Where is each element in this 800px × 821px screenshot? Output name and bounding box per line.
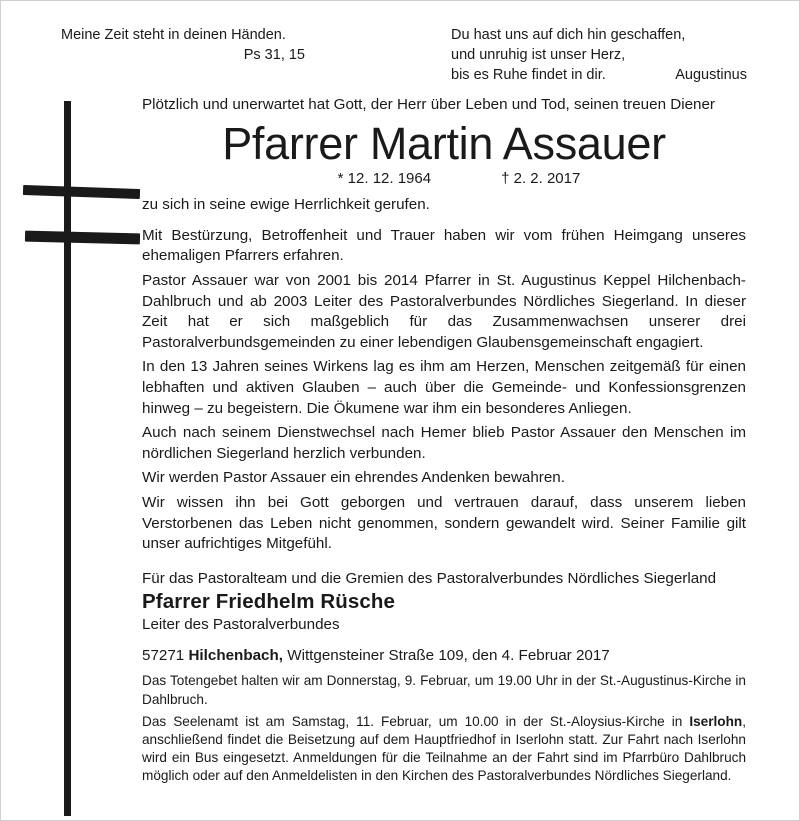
paragraph: Auch nach seinem Dienstwechsel nach Hemer blieb Pastor Assauer den Menschen im nördlichen Siegerland herzlich verbunden. <box>142 424 746 462</box>
place-city: Hilchenbach, <box>188 646 283 664</box>
intro-text: Plötzlich und unerwartet hat Gott, der Herr über Leben und Tod, seinen treuen Diener <box>142 96 715 113</box>
requiem-notice-start: Das Seelenamt ist am Samstag, 11. Februar, um 10.00 in der St.-Aloysius-Kirche in <box>142 713 683 729</box>
paragraph: Mit Bestürzung, Betroffenheit und Trauer haben wir vom frühen Heimgang unseres ehemaligen Pfarrers erfahren. <box>142 226 746 265</box>
paragraph: Wir wissen ihn bei Gott geborgen und vertrauen darauf, dass unserem lieben Verstorbenen das Leben nicht genommen, sondern gewandelt wird. Seiner Familie gilt unser aufrichtiges Mitgefühl. <box>142 493 746 553</box>
paragraph: Pastor Assauer war von 2001 bis 2014 Pfarrer in St. Augustinus Keppel Hilchenbach-Dahlbruch und ab 2003 Leiter des Pastoralverbundes Nördliches Siegerland. In dieser Zeit hat er sich maßgeblich für das Zusammenwachsen unserer drei Pastoralverbundsgemeinden zu einer lebendigen Glaubensgemeinschaft engagiert. <box>142 271 746 351</box>
paragraph: Wir werden Pastor Assauer ein ehrendes Andenken bewahren. <box>142 469 565 487</box>
verse-left-text: Meine Zeit steht in deinen Händen. <box>61 27 286 43</box>
signer-role: Leiter des Pastoralverbundes <box>142 616 340 634</box>
on-behalf-text: Für das Pastoralteam und die Gremien des Pastoralverbundes Nördliches Siegerland <box>142 569 717 587</box>
requiem-city: Iserlohn <box>689 713 743 729</box>
verse-right-line-2: und unruhig ist unser Herz, <box>451 47 626 63</box>
life-dates <box>142 169 746 190</box>
verse-right-line-3: bis es Ruhe findet in dir. <box>451 67 606 83</box>
verse-right <box>451 25 751 85</box>
verse-left <box>61 25 321 65</box>
prayer-notice: Das Totengebet halten wir am Donnerstag, 9. Februar, um 19.00 Uhr in der St.-Augustinus-Kirche in Dahlbruch. <box>142 673 746 707</box>
death-date: † 2. 2. 2017 <box>501 169 581 187</box>
requiem-notice <box>142 713 746 786</box>
verse-left-reference: Ps 31, 15 <box>243 47 305 63</box>
signer-name: Pfarrer Friedhelm Rüsche <box>142 590 396 614</box>
service-notices <box>142 672 746 785</box>
verse-right-author: Augustinus <box>675 67 747 83</box>
called-home-text: zu sich in seine ewige Herrlichkeit gerufen. <box>142 196 430 214</box>
cross-lower-beam <box>25 231 140 245</box>
birth-date: * 12. 12. 1964 <box>337 169 432 187</box>
deceased-name: Pfarrer Martin Assauer <box>222 117 666 169</box>
requiem-notice-rest: , anschließend findet die Beisetzung auf dem Hauptfriedhof in Iserlohn statt. Zur Fahrt nach Iserlohn wird ein Bus eingesetzt. Anmeldungen für die Teilnahme an der Fahrt sind im Pfarrbüro Dahlbruch möglich oder auf den Anmeldelisten in den Kirchen des Pastoralverbundes Nördliches Siegerland. <box>142 713 746 784</box>
place-zip: 57271 <box>142 646 185 664</box>
cross-upper-beam <box>23 185 140 199</box>
place-address-date: Wittgensteiner Straße 109, den 4. Februar 2017 <box>287 646 610 664</box>
cross-vertical-beam <box>64 101 71 816</box>
place-date <box>142 646 746 667</box>
paragraph: In den 13 Jahren seines Wirkens lag es ihm am Herzen, Menschen zeitgemäß für einen lebhaften und aktiven Glauben – auch über die Gemeinde- und Konfessionsgrenzen hinweg – zu begeistern. Die Ökumene war ihm ein besonderes Anliegen. <box>142 358 746 417</box>
obituary-body <box>142 95 746 790</box>
verse-right-line-1: Du hast uns auf dich hin geschaffen, <box>451 27 686 43</box>
